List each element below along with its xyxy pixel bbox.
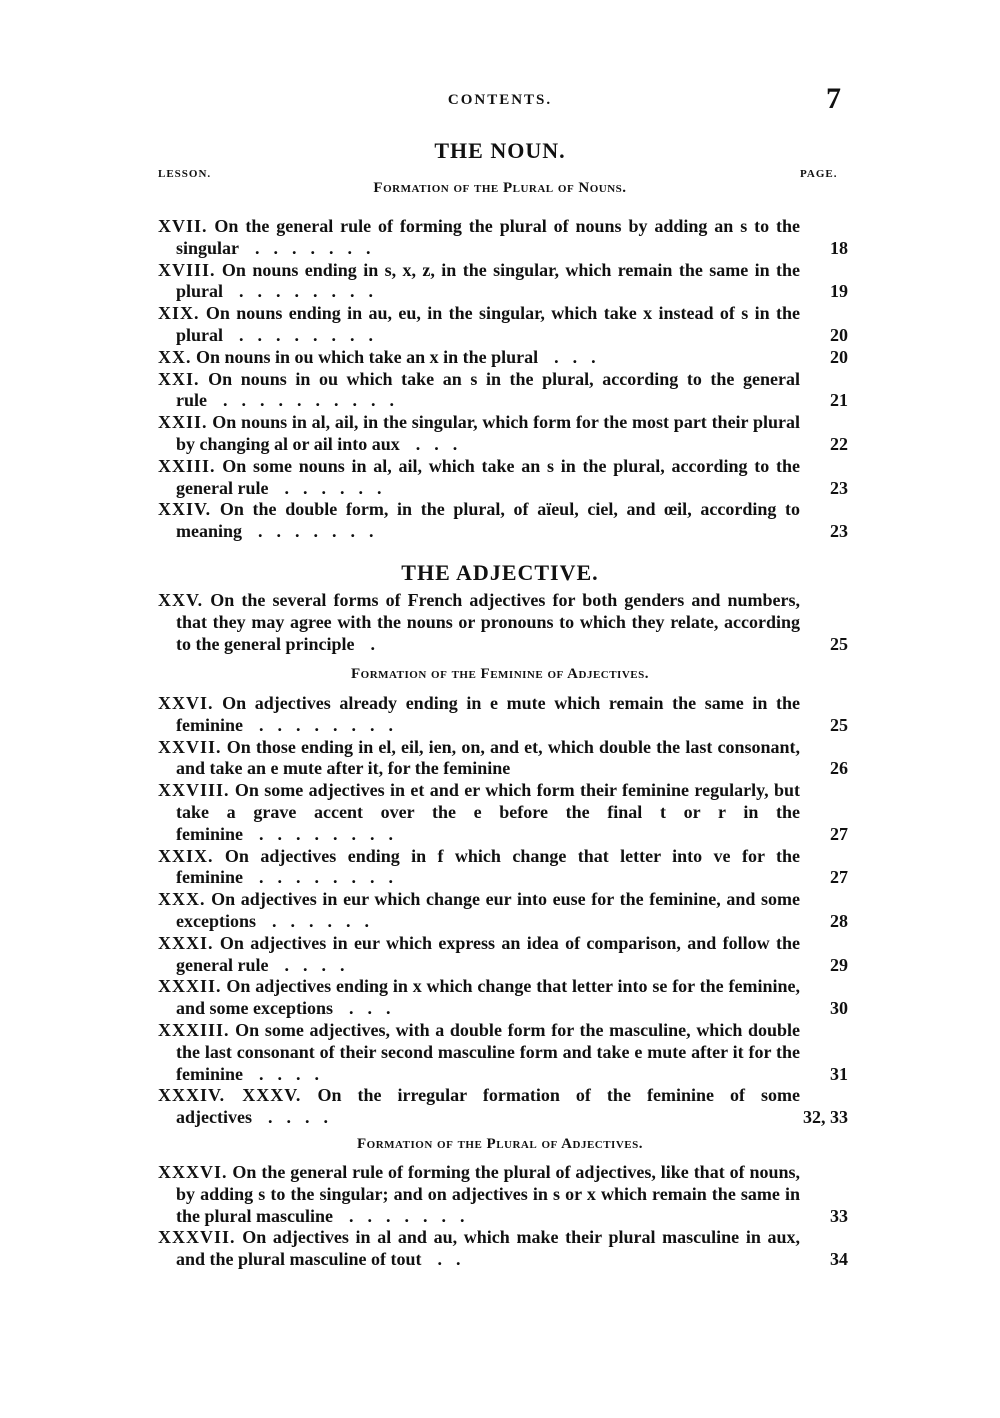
toc-entry [158, 693, 848, 737]
plural-adjective-entries [158, 1162, 848, 1271]
toc-entry [158, 303, 848, 347]
toc-entry [158, 590, 848, 655]
toc-entry [158, 1085, 848, 1129]
lesson-column-label: LESSON. [158, 168, 212, 180]
page-number: 7 [826, 82, 841, 115]
entry-page: 22 [830, 433, 848, 454]
subhead-plural-of-nouns: Formation of the Plural of Nouns. [373, 180, 627, 196]
toc-entry [158, 737, 848, 781]
entry-text: XXIV. On the double form, in the plural, of aïeul, ciel, and œil, according to meaning ....... [158, 499, 800, 542]
entry-page: 21 [830, 390, 848, 411]
toc-entry [158, 260, 848, 304]
entry-text: XXXIII. On some adjectives, with a double form for the masculine, which double the last consonant of their second masculine form and take e mute after it for the feminine .... [158, 1019, 800, 1084]
entry-text: XVIII. On nouns ending in s, x, z, in the singular, which remain the same in the plural ........ [158, 259, 801, 302]
entry-page: 32, 33 [803, 1107, 848, 1128]
entry-page: 23 [830, 521, 848, 542]
entry-page: 19 [830, 281, 848, 302]
entry-text: XXIII. On some nouns in al, ail, which take an s in the plural, according to the general rule ...... [158, 455, 800, 498]
toc-entry [158, 347, 848, 369]
entry-page: 28 [830, 910, 848, 931]
page-column-label: PAGE. [800, 168, 838, 180]
entry-page: 20 [830, 324, 848, 345]
entry-text: XIX. On nouns ending in au, eu, in the singular, which take x instead of s in the plural ........ [158, 303, 800, 345]
subhead-feminine-of-adjectives: Formation of the Feminine of Adjectives. [351, 666, 649, 682]
entry-text: XXXII. On adjectives ending in x which change that letter into se for the feminine, and some exceptions ... [158, 976, 801, 1019]
entry-page: 20 [830, 346, 848, 367]
toc-entry [158, 1162, 848, 1227]
toc-entry [158, 1227, 848, 1271]
entry-page: 18 [830, 237, 848, 258]
toc-entry [158, 216, 848, 260]
toc-entry [158, 456, 848, 500]
toc-entry [158, 369, 848, 413]
entry-text: XXXVI. On the general rule of forming the plural of adjectives, like that of nouns, by adding s to the singular; and on adjectives in s or x which remain the same in the plural masculine ....... [158, 1162, 801, 1226]
entry-text: XXXI. On adjectives in eur which express an idea of comparison, and follow the general rule .... [158, 932, 800, 975]
entry-text: XXIX. On adjectives ending in f which change that letter into ve for the feminine ........ [158, 845, 800, 888]
toc-entry [158, 976, 848, 1020]
entry-text: XXXVII. On adjectives in al and au, which make their plural masculine in aux, and the plural masculine of tout .. [158, 1227, 801, 1270]
entry-page: 27 [830, 823, 848, 844]
entry-page: 23 [830, 477, 848, 498]
toc-entry [158, 1020, 848, 1085]
entry-text: XXVIII. On some adjectives in et and er which form their feminine regularly, but take a grave accent over the e before the final t or r in the feminine ........ [158, 780, 800, 844]
feminine-entries [158, 693, 848, 1129]
entry-page: 34 [830, 1249, 848, 1270]
running-title: CONTENTS. [447, 92, 553, 108]
entry-page: 29 [830, 954, 848, 975]
entry-text: XXXIV. XXXV. On the irregular formation of the feminine of some adjectives .... [158, 1085, 801, 1128]
toc-entry [158, 412, 848, 456]
entry-page: 30 [830, 998, 848, 1019]
entry-text: XXX. On adjectives in eur which change eur into euse for the feminine, and some exceptions ...... [158, 889, 801, 931]
section-title-adjective: THE ADJECTIVE. [401, 560, 599, 585]
entry-page: 26 [830, 758, 848, 779]
noun-entries [158, 216, 848, 543]
subhead-plural-of-adjectives: Formation of the Plural of Adjectives. [357, 1136, 643, 1152]
toc-entry [158, 889, 848, 933]
entry-text: XXI. On nouns in ou which take an s in the plural, according to the general rule .......... [158, 368, 800, 411]
section-title-noun: THE NOUN. [434, 138, 566, 163]
toc-entry [158, 933, 848, 977]
adjective-intro-entry [158, 590, 848, 655]
entry-text: XXV. On the several forms of French adjectives for both genders and numbers, that they may agree with the nouns or pronouns to which they relate, according to the general principle . [158, 590, 800, 654]
entry-page: 27 [830, 867, 848, 888]
entry-page: 33 [830, 1205, 848, 1226]
entry-page: 25 [830, 714, 848, 735]
entry-text: XXII. On nouns in al, ail, in the singular, which form for the most part their plural by changing al or ail into aux ... [158, 412, 800, 454]
entry-page: 31 [830, 1063, 848, 1084]
entry-text: XX. On nouns in ou which take an x in the plural ... [158, 346, 610, 367]
toc-entry [158, 780, 848, 845]
entry-text: XXVII. On those ending in el, eil, ien, on, and et, which double the last consonant, and take an e mute after it, for the feminine [158, 736, 801, 779]
toc-entry [158, 499, 848, 543]
entry-text: XVII. On the general rule of forming the plural of nouns by adding an s to the singular ....... [158, 216, 801, 258]
toc-entry [158, 846, 848, 890]
entry-page: 25 [830, 633, 848, 654]
entry-text: XXVI. On adjectives already ending in e mute which remain the same in the feminine ........ [158, 693, 801, 735]
